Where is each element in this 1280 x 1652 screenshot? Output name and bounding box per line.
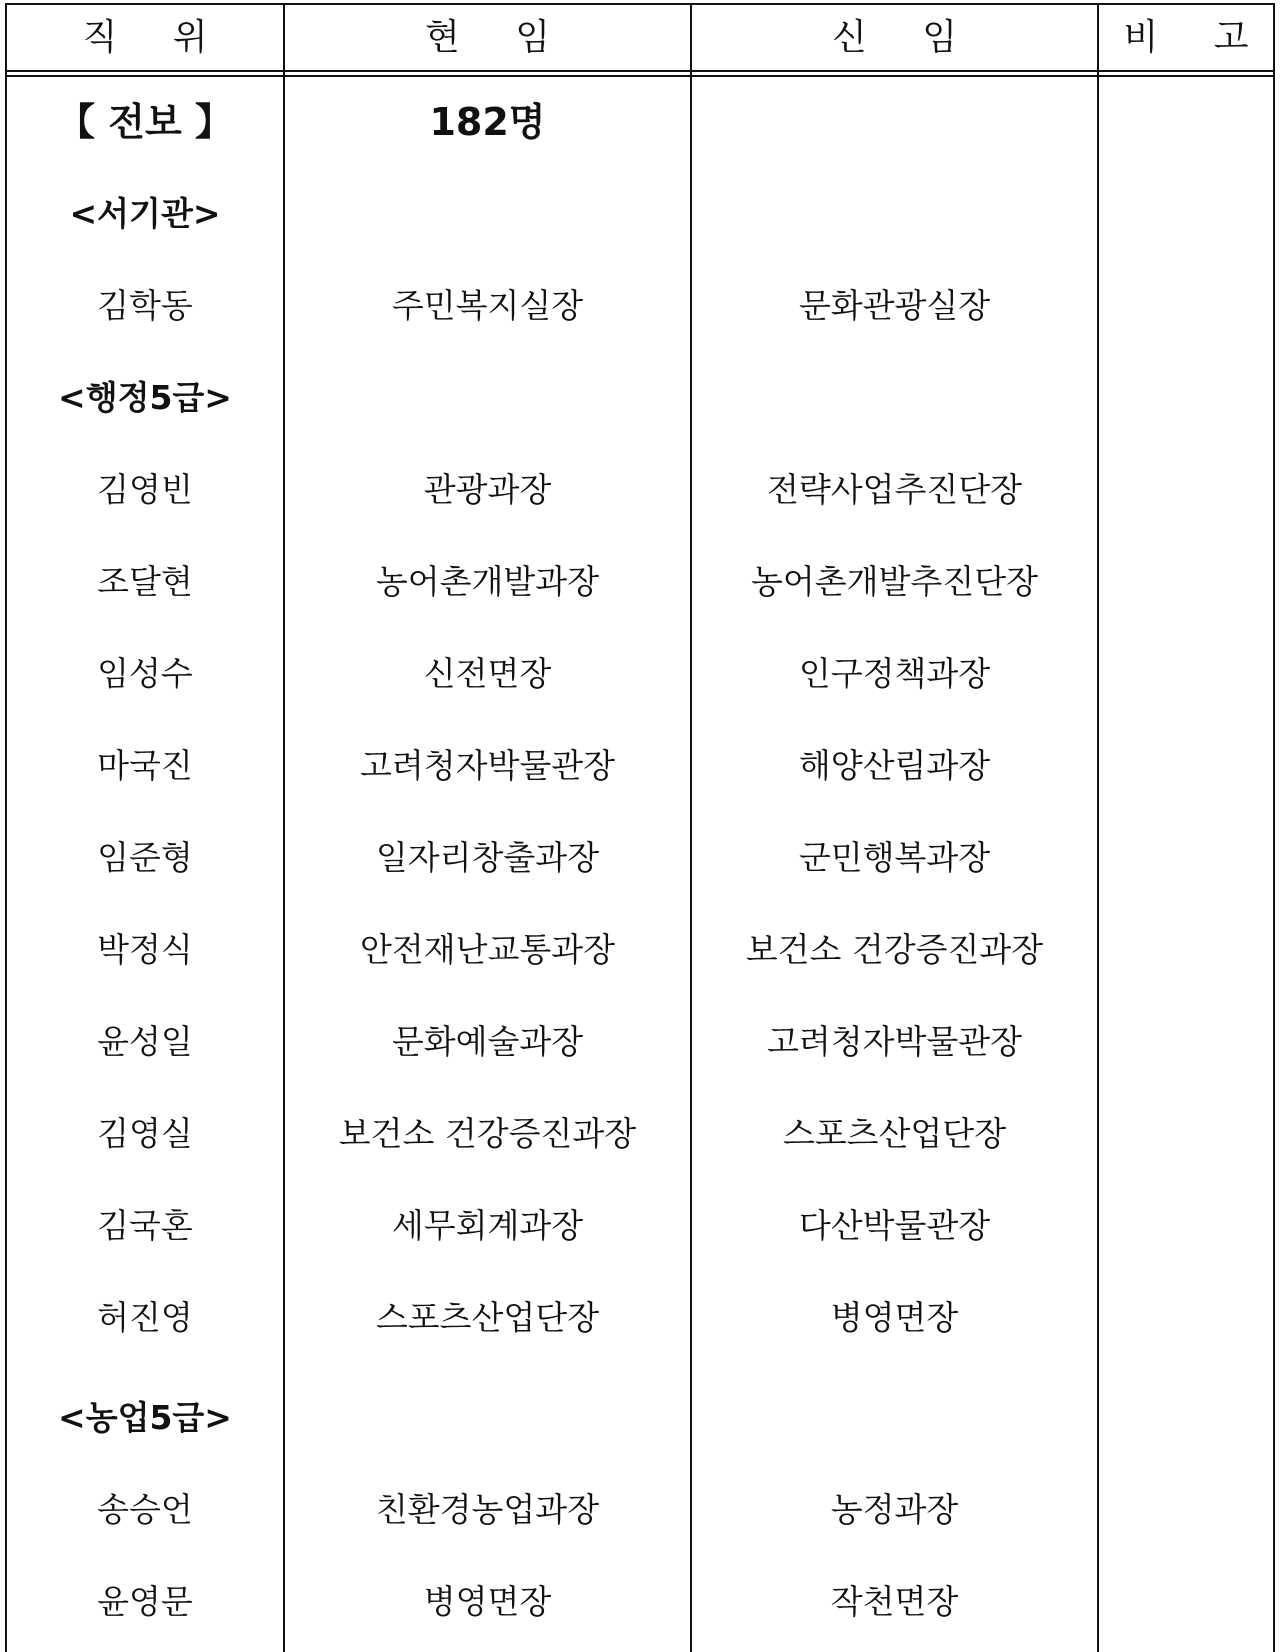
group-title-row: [0, 168, 1280, 260]
group-title: <서기관>: [69, 194, 221, 233]
person-name: 윤성일: [97, 1022, 193, 1061]
person-name: 윤영문: [97, 1582, 193, 1621]
person-name: 조달현: [97, 562, 193, 601]
new-post: 병영면장: [830, 1298, 959, 1337]
group-title: <행정5급>: [58, 378, 232, 417]
person-name: 마국진: [97, 746, 193, 785]
transfer-count: 182명: [429, 100, 546, 144]
current-post: 세무회계과장: [391, 1206, 584, 1245]
person-name: 임성수: [97, 654, 193, 693]
current-post: 문화예술과장: [391, 1022, 584, 1061]
person-name: 김영빈: [97, 470, 193, 509]
current-post: 신전면장: [423, 654, 552, 693]
new-post: 보건소 건강증진과장: [745, 930, 1044, 969]
new-post: 작천면장: [830, 1582, 959, 1621]
table-row: [0, 996, 1280, 1088]
new-post: 문화관광실장: [798, 286, 991, 325]
group-title-row: [0, 1372, 1280, 1464]
current-post: 안전재난교통과장: [359, 930, 616, 969]
current-post: 주민복지실장: [391, 286, 584, 325]
table-row: [0, 1272, 1280, 1364]
new-post: 해양산림과장: [798, 746, 991, 785]
table-header: [0, 5, 1280, 70]
table-row: [0, 812, 1280, 904]
header-divider: [5, 70, 1275, 72]
table-row: [0, 1464, 1280, 1556]
new-post: 스포츠산업단장: [782, 1114, 1007, 1153]
person-name: 허진영: [97, 1298, 193, 1337]
current-post: 관광과장: [423, 470, 552, 509]
person-name: 김국혼: [97, 1206, 193, 1245]
new-post: 군민행복과장: [798, 838, 991, 877]
person-name: 송승언: [97, 1490, 193, 1529]
summary-row: [0, 76, 1280, 168]
table-row: [0, 260, 1280, 352]
group-title: <농업5급>: [58, 1398, 232, 1437]
person-name: 김영실: [97, 1114, 193, 1153]
current-post: 일자리창출과장: [375, 838, 600, 877]
table-row: [0, 1088, 1280, 1180]
table-row: [0, 1556, 1280, 1648]
new-post: 다산박물관장: [798, 1206, 991, 1245]
current-post: 고려청자박물관장: [359, 746, 616, 785]
header-current: 현 임: [425, 17, 572, 58]
current-post: 스포츠산업단장: [375, 1298, 600, 1337]
current-post: 친환경농업과장: [375, 1490, 600, 1529]
table-row: [0, 536, 1280, 628]
person-name: 임준형: [97, 838, 193, 877]
new-post: 농어촌개발추진단장: [751, 562, 1038, 601]
current-post: 농어촌개발과장: [375, 562, 600, 601]
person-name: 박정식: [97, 930, 193, 969]
new-post: 농정과장: [830, 1490, 959, 1529]
transfer-label: 【 전보 】: [57, 100, 233, 144]
new-post: 전략사업추진단장: [766, 470, 1023, 509]
table-row: [0, 720, 1280, 812]
table-row: [0, 904, 1280, 996]
header-remarks: 비 고: [1123, 17, 1271, 58]
table-row: [0, 444, 1280, 536]
table-row: [0, 628, 1280, 720]
table-row: [0, 1180, 1280, 1272]
new-post: 인구정책과장: [798, 654, 991, 693]
current-post: 보건소 건강증진과장: [338, 1114, 637, 1153]
new-post: 고려청자박물관장: [766, 1022, 1023, 1061]
person-name: 김학동: [97, 286, 193, 325]
group-title-row: [0, 352, 1280, 444]
current-post: 병영면장: [423, 1582, 552, 1621]
header-position: 직 위: [82, 17, 230, 58]
header-new: 신 임: [832, 17, 979, 58]
